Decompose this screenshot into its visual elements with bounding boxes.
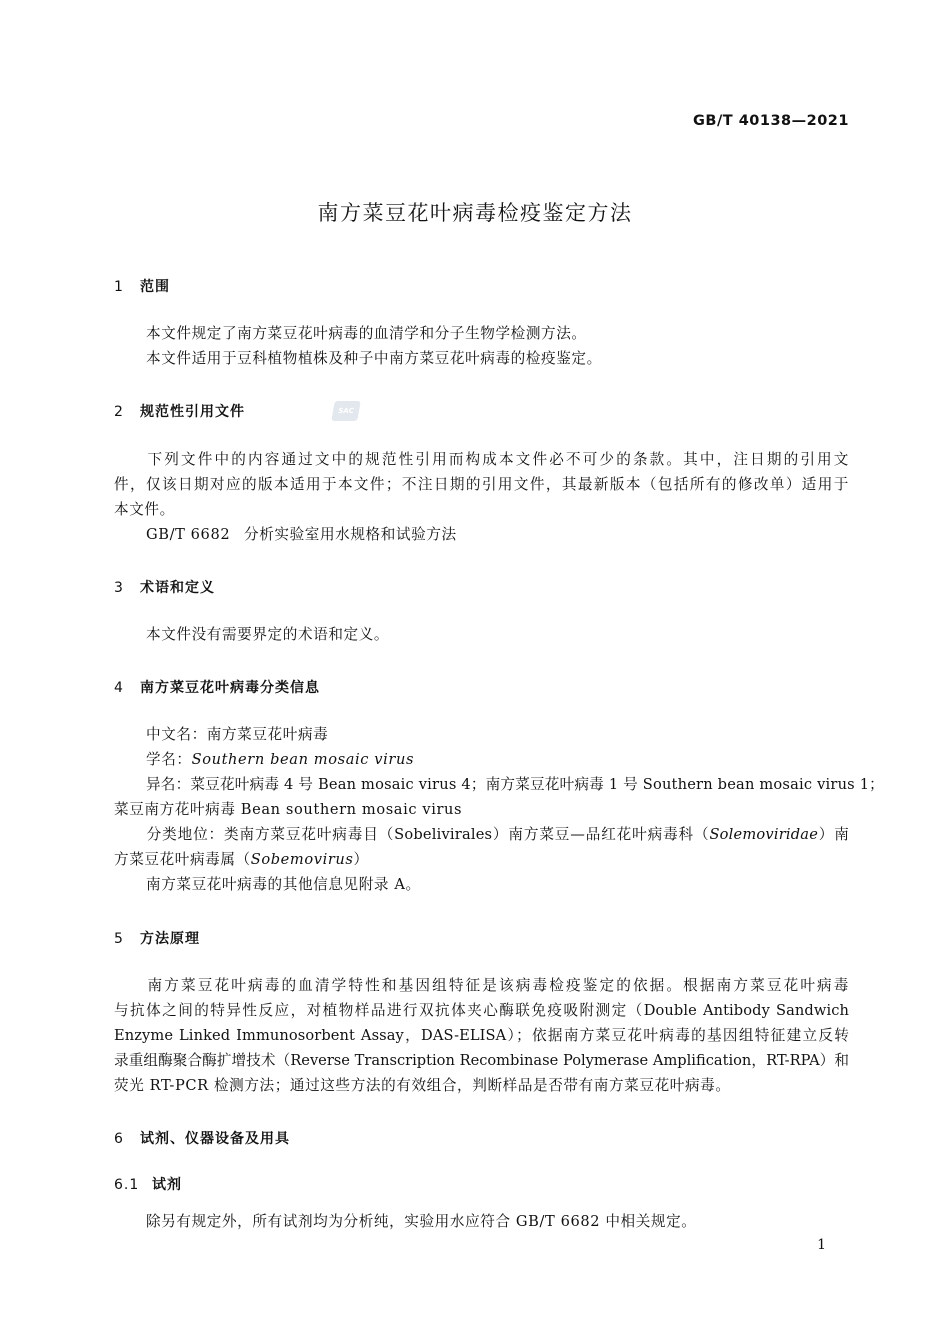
section-5-body: 南方菜豆花叶病毒的血清学特性和基因组特征是该病毒检疫鉴定的依据。根据南方菜豆花叶病毒 与抗体之间的特异性反应，对植物样品进行双抗体夹心酶联免疫吸附测定（Double Antibody Sandwich Enzyme Linked Immunosorbent Assay，DAS-ELISA）；依据南方菜豆花叶病毒的基因组特征建立反转 录重组酶聚合酶扩增技术（Reverse Transcription Recombinase Polymerase Amplification，RT-RPA）和 荧光 RT-PCR 检测方法；通过这些方法的有效组合，判断样品是否带有南方菜豆花叶病毒。 — [114, 977, 849, 1094]
section-6-1-heading: 6.1 试剂 — [114, 1177, 182, 1193]
section-2-heading: 2 规范性引用文件 — [114, 404, 245, 420]
section-3-body: 本文件没有需要界定的术语和定义。 — [146, 626, 390, 643]
document-title: 南方菜豆花叶病毒检疫鉴定方法 — [317, 201, 633, 225]
page-number: 1 — [817, 1237, 826, 1253]
section-4-body: 中文名：南方菜豆花叶病毒 学名：Southern bean mosaic virus 异名：菜豆花叶病毒 4 号 Bean mosaic virus 4；南方菜豆花叶病毒 1 号 Southern bean mosaic virus 1； 菜豆南方花叶病毒 Bean southern mosaic virus 分类地位：类南方菜豆花叶病毒目（Sobelivirales）南方菜豆—品红花叶病毒科（Solemoviridae）南 方菜豆花叶病毒属（Sobemovirus） 南方菜豆花叶病毒的其他信息见附录 A。 — [114, 726, 884, 893]
section-5-heading: 5 方法原理 — [114, 931, 200, 947]
section-6-1-body: 除另有规定外，所有试剂均为分析纯，实验用水应符合 GB/T 6682 中相关规定。 — [146, 1213, 697, 1230]
section-6-heading: 6 试剂、仪器设备及用具 — [114, 1131, 290, 1147]
standard-code: GB/T 40138—2021 — [693, 113, 849, 129]
normative-reference: GB/T 6682 分析实验室用水规格和试验方法 — [146, 526, 457, 543]
section-1-heading: 1 范围 — [114, 279, 170, 295]
section-3-heading: 3 术语和定义 — [114, 580, 215, 596]
section-1-body: 本文件规定了南方菜豆花叶病毒的血清学和分子生物学检测方法。 本文件适用于豆科植物植株及种子中南方菜豆花叶病毒的检疫鉴定。 — [146, 325, 602, 367]
sac-watermark: SAC — [331, 401, 361, 421]
section-2-body: 下列文件中的内容通过文中的规范性引用而构成本文件必不可少的条款。其中，注日期的引用文 件，仅该日期对应的版本适用于本文件；不注日期的引用文件，其最新版本（包括所有的修改单）适用于 本文件。 GB/T 6682 分析实验室用水规格和试验方法 — [114, 447, 849, 547]
section-4-heading: 4 南方菜豆花叶病毒分类信息 — [114, 680, 320, 696]
